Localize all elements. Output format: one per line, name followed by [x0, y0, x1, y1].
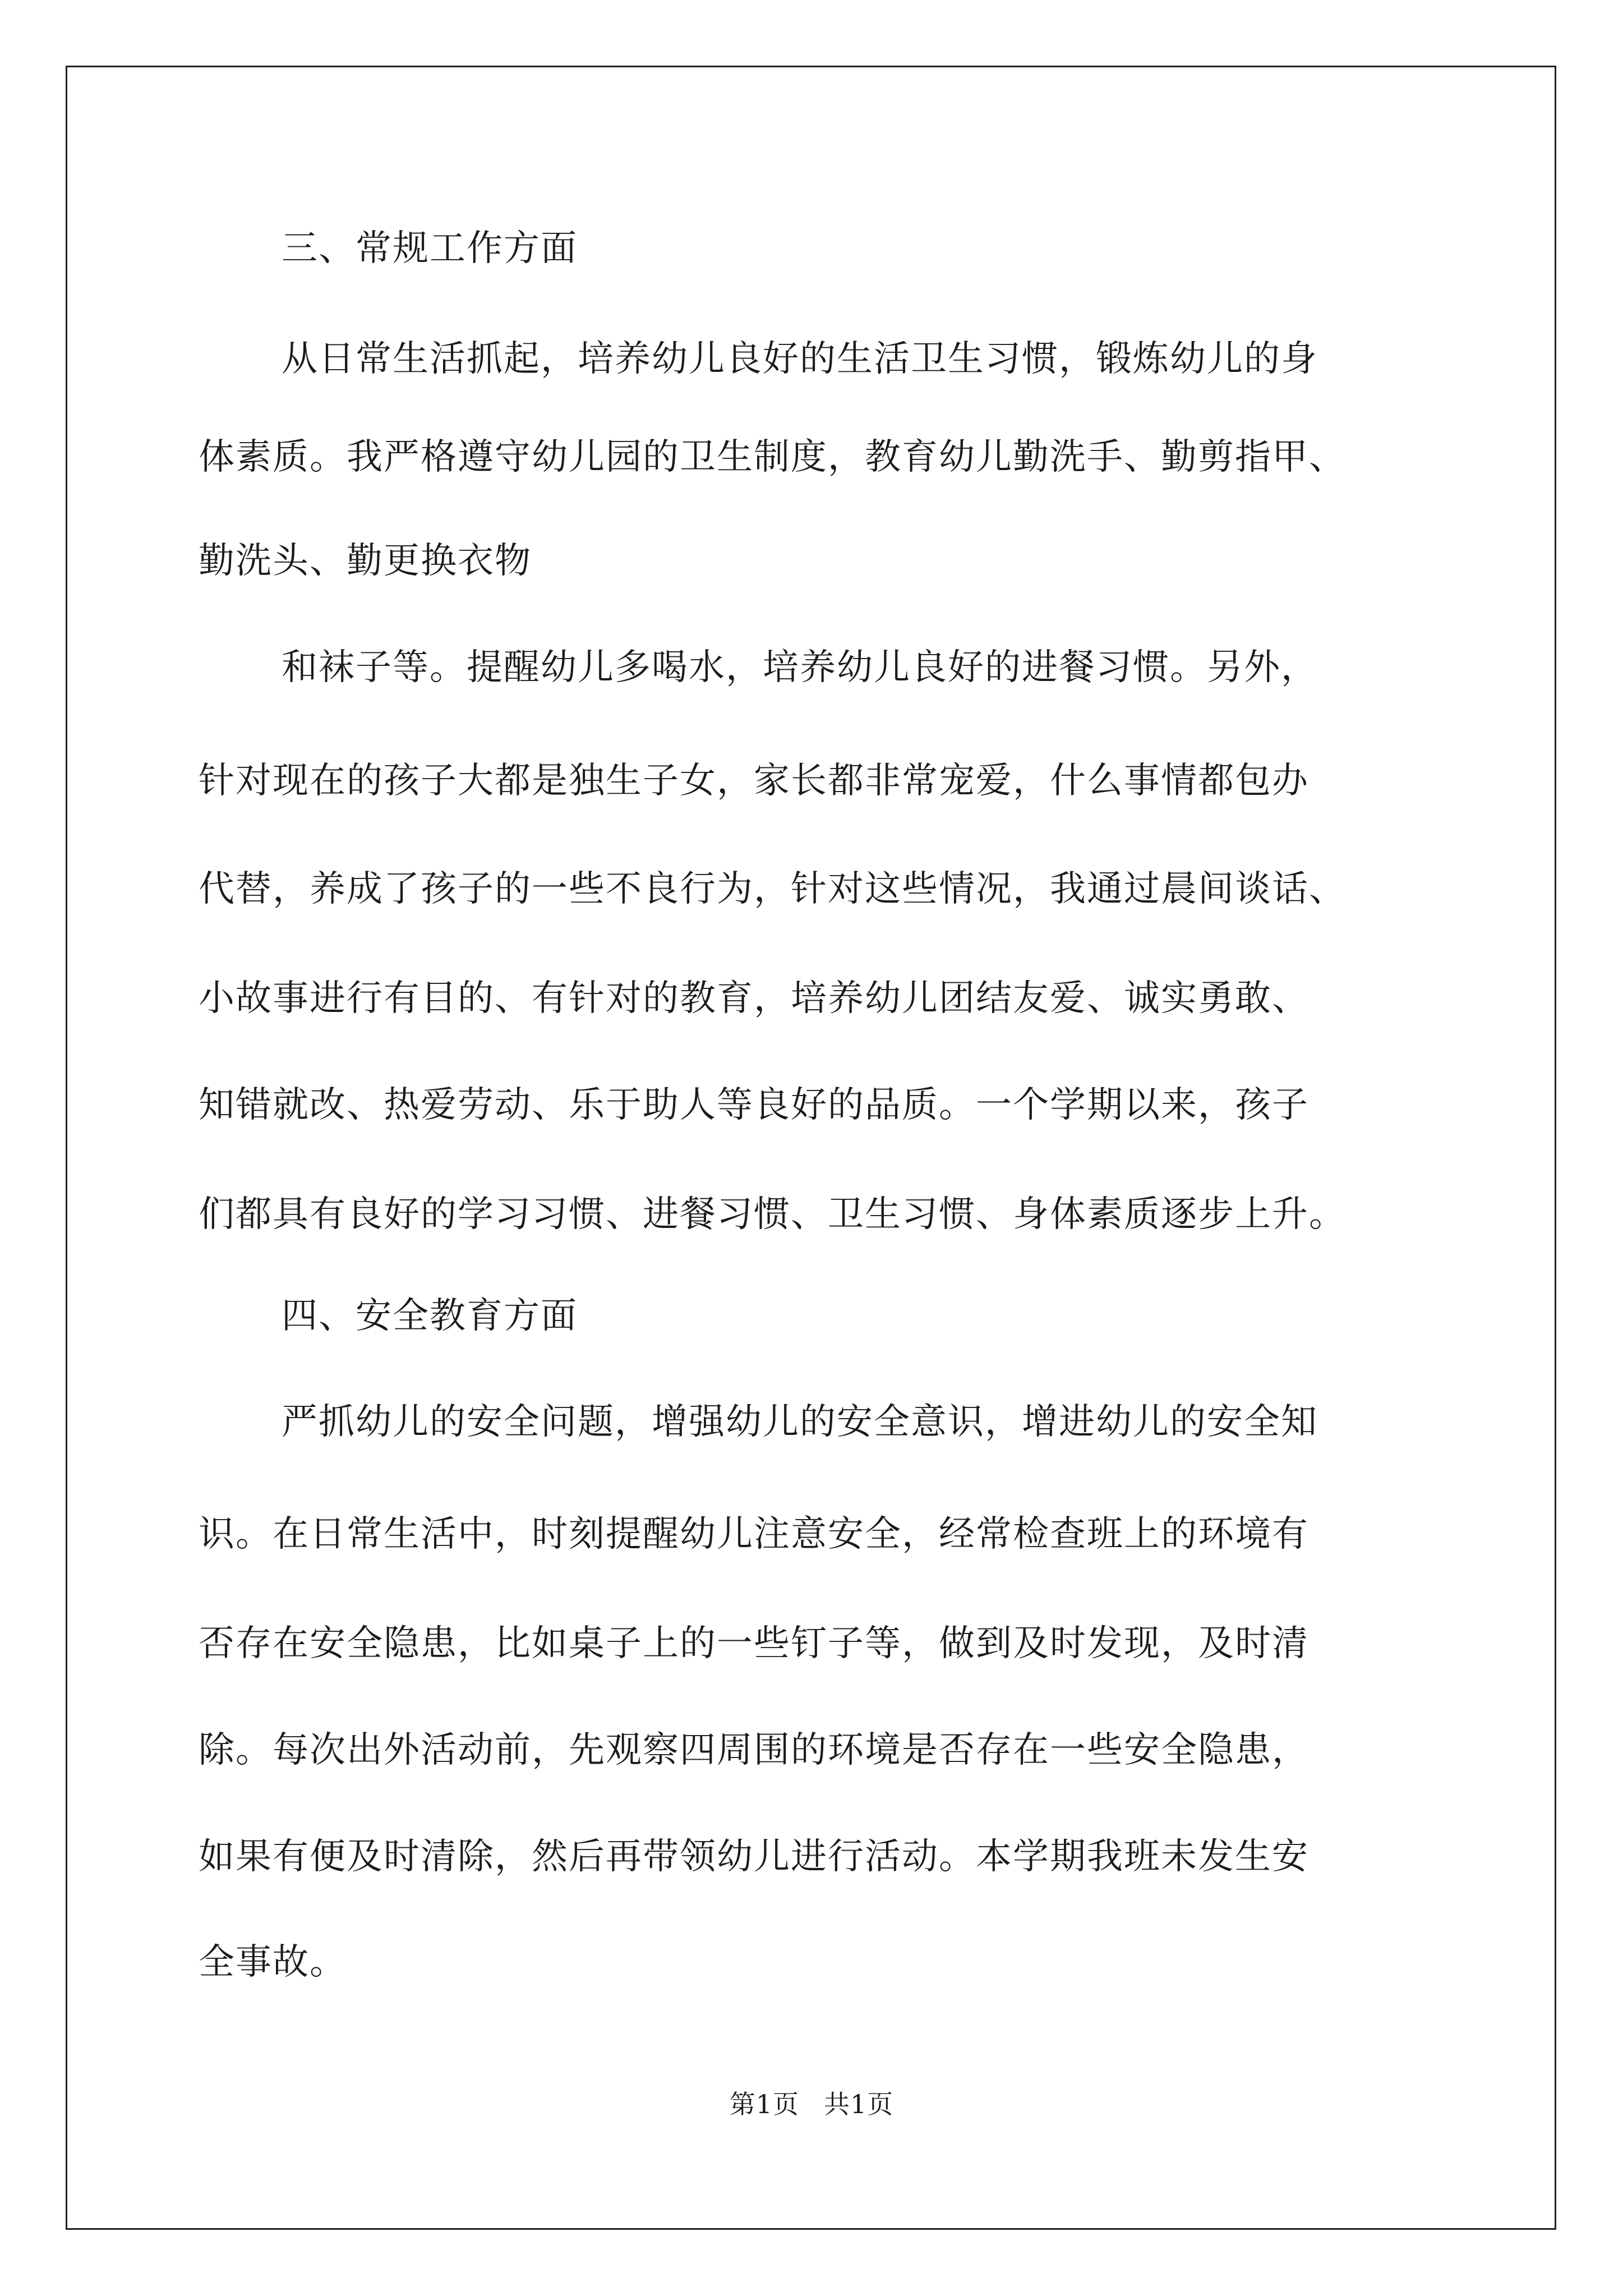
paragraph-line: 针对现在的孩子大都是独生子女，家长都非常宠爱，什么事情都包办 [199, 760, 1309, 802]
page-footer [0, 2088, 1623, 2120]
paragraph-line: 知错就改、热爱劳动、乐于助人等良好的品质。一个学期以来，孩子 [199, 1084, 1309, 1126]
paragraph-line: 小故事进行有目的、有针对的教育，培养幼儿团结友爱、诚实勇敢、 [199, 978, 1309, 1019]
section-heading-safety-education: 四、安全教育方面 [282, 1295, 578, 1337]
page-number-total: 共1页 [824, 2089, 894, 2119]
paragraph-line: 否存在安全隐患，比如桌子上的一些钉子等，做到及时发现，及时清 [199, 1623, 1309, 1664]
section-heading-routine-work: 三、常规工作方面 [282, 228, 578, 269]
paragraph-line: 代替，养成了孩子的一些不良行为，针对这些情况，我通过晨间谈话、 [199, 868, 1346, 910]
paragraph-line: 除。每次出外活动前，先观察四周围的环境是否存在一些安全隐患， [199, 1729, 1309, 1771]
page-border [66, 66, 1556, 2230]
paragraph-line: 全事故。 [199, 1941, 347, 1983]
paragraph-line: 从日常生活抓起，培养幼儿良好的生活卫生习惯，锻炼幼儿的身 [282, 338, 1318, 380]
paragraph-line: 识。在日常生活中，时刻提醒幼儿注意安全，经常检查班上的环境有 [199, 1513, 1309, 1555]
paragraph-line: 如果有便及时清除，然后再带领幼儿进行活动。本学期我班未发生安 [199, 1836, 1309, 1878]
paragraph-line: 勤洗头、勤更换衣物 [199, 540, 532, 582]
paragraph-line: 体素质。我严格遵守幼儿园的卫生制度，教育幼儿勤洗手、勤剪指甲、 [199, 436, 1346, 478]
page-number-current: 第1页 [729, 2089, 799, 2119]
paragraph-line: 严抓幼儿的安全问题，增强幼儿的安全意识，增进幼儿的安全知 [282, 1401, 1318, 1443]
paragraph-line: 和袜子等。提醒幼儿多喝水，培养幼儿良好的进餐习惯。另外， [282, 647, 1318, 688]
paragraph-line: 们都具有良好的学习习惯、进餐习惯、卫生习惯、身体素质逐步上升。 [199, 1194, 1346, 1235]
